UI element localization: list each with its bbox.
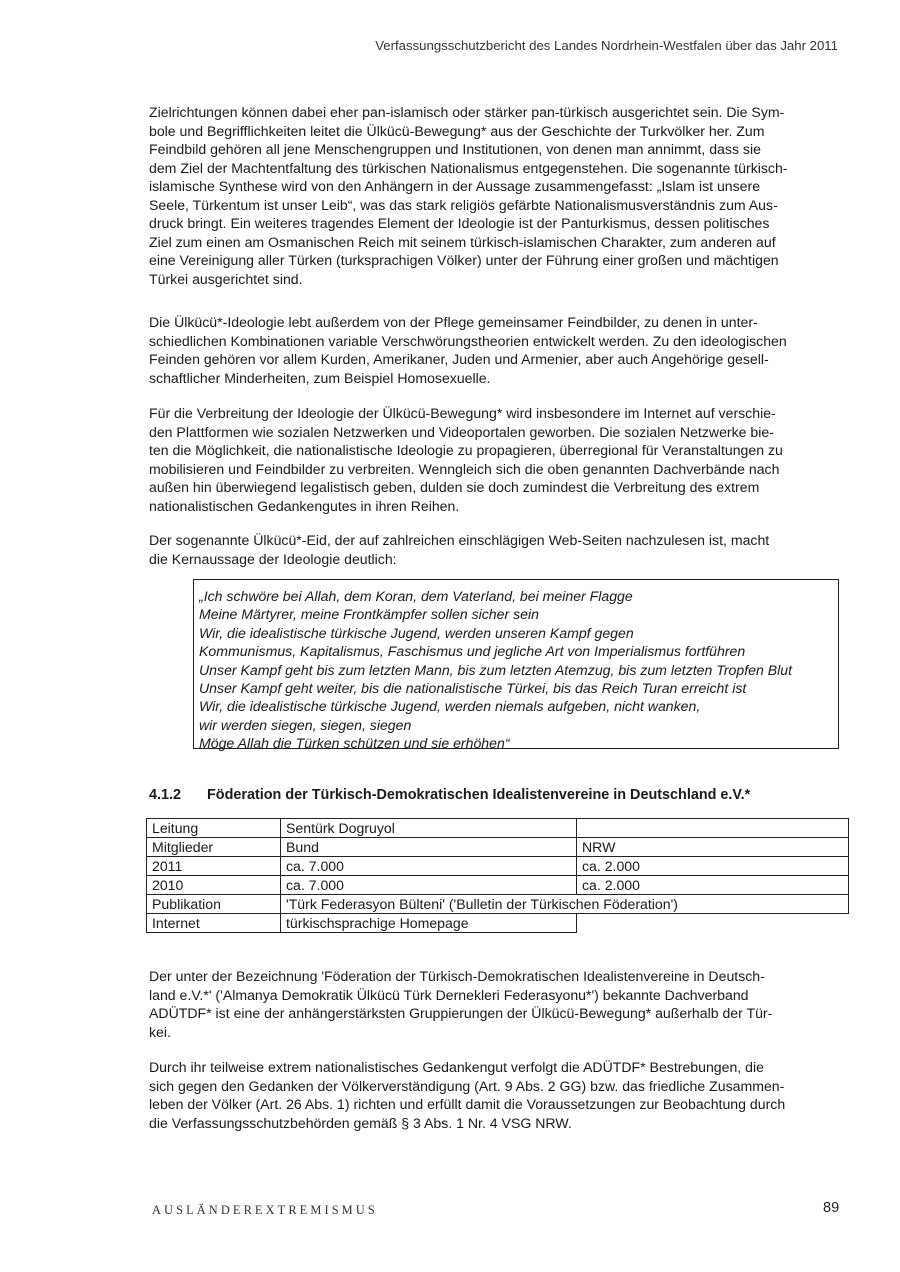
text-line: Der sogenannte Ülkücü*-Eid, der auf zahlreichen einschlägigen Web-Seiten nachzulesen ist, macht <box>149 532 770 548</box>
nrw-value: ca. 2.000 <box>577 876 849 895</box>
empty-cell <box>577 914 849 933</box>
table-row <box>147 838 849 857</box>
quote-line: Unser Kampf geht bis zum letzten Mann, bis zum letzten Atemzug, bis zum letzten Tropfen Blut <box>199 661 792 678</box>
text-line: Türkei ausgerichtet sind. <box>149 270 303 287</box>
paragraph-internet <box>149 404 839 515</box>
text-line: land e.V.*' ('Almanya Demokratik Ülkücü Türk Dernekleri Federasyonu*') bekannte Dachverband <box>149 986 749 1003</box>
text-line: dem Ziel der Machtentfaltung des türkischen Nationalismus entgegenstehen. Die sogenannte türkisch- <box>149 159 788 176</box>
row-label: Internet <box>147 914 281 933</box>
text-line: Seele, Türkentum ist unser Leib“, was das stark religiös gefärbte Nationalismusverständnis zum Aus- <box>149 196 778 213</box>
section-number: 4.1.2 <box>149 787 182 803</box>
page-number: 89 <box>823 1200 840 1216</box>
footer-section-label: AUSLÄNDEREXTREMISMUS <box>152 1203 378 1217</box>
nrw-value: ca. 2.000 <box>577 857 849 876</box>
publikation-value: 'Türk Federasyon Bülteni' ('Bulletin der Türkischen Föderation') <box>281 895 849 914</box>
bund-value: ca. 7.000 <box>281 857 577 876</box>
text-line: Durch ihr teilweise extrem nationalistisches Gedankengut verfolgt die ADÜTDF* Bestrebungen, die <box>149 1059 764 1075</box>
text-line: die Verfassungsschutzbehörden gemäß § 3 Abs. 1 Nr. 4 VSG NRW. <box>149 1114 572 1131</box>
row-label: 2010 <box>147 876 281 895</box>
table-row <box>147 895 849 914</box>
paragraph-observation <box>149 1058 839 1132</box>
quote-line: Wir, die idealistische türkische Jugend, werden niemals aufgeben, nicht wanken, <box>199 698 701 715</box>
oath-quote-box <box>193 579 839 752</box>
row-label: Leitung <box>147 819 281 838</box>
paragraph-oath-intro <box>149 531 839 568</box>
row-label: 2011 <box>147 857 281 876</box>
section-title: Föderation der Türkisch-Demokratischen Idealistenvereine in Deutschland e.V.* <box>207 787 751 803</box>
row-label: Publikation <box>147 895 281 914</box>
quote-line: Wir, die idealistische türkische Jugend, werden unseren Kampf gegen <box>199 624 634 641</box>
text-line: bole und Begrifflichkeiten leitet die Ülkücü-Bewegung* aus der Geschichte der Turkvölker her. Zum <box>149 122 765 139</box>
text-line: Feindbild gehören all jene Menschengruppen und Institutionen, von denen man annimmt, dass sie <box>149 141 761 157</box>
internet-value: türkischsprachige Homepage <box>281 914 577 933</box>
text-line: kei. <box>149 1023 171 1040</box>
section-heading <box>149 787 750 803</box>
table-row <box>147 857 849 876</box>
text-line: Die Ülkücü*-Ideologie lebt außerdem von der Pflege gemeinsamer Feindbilder, zu denen in unter- <box>149 314 758 330</box>
text-line: leben der Völker (Art. 26 Abs. 1) richten und erfüllt damit die Voraussetzungen zur Beobachtung durch <box>149 1096 786 1112</box>
column-label-bund: Bund <box>281 838 577 857</box>
empty-cell <box>577 819 849 838</box>
text-line: druck bringt. Ein weiteres tragendes Element der Ideologie ist der Panturkismus, dessen politisches <box>149 215 770 231</box>
text-line: sich gegen den Gedanken der Völkerverständigung (Art. 9 Abs. 2 GG) bzw. das friedliche Zusammen- <box>149 1077 785 1094</box>
text-line: Der unter der Bezeichnung 'Föderation der Türkisch-Demokratischen Idealistenvereine in Deutsch- <box>149 968 765 984</box>
table-row <box>147 914 849 933</box>
text-line: mobilisieren und Feindbilder zu verbreiten. Wenngleich sich die oben genannten Dachverbände nach <box>149 460 780 477</box>
quote-line: „Ich schwöre bei Allah, dem Koran, dem Vaterland, bei meiner Flagge <box>199 588 633 604</box>
text-line: schaftlicher Minderheiten, zum Beispiel Homosexuelle. <box>149 369 491 386</box>
text-line: den Plattformen wie sozialen Netzwerken und Videoportalen geworben. Die sozialen Netzwerke bie- <box>149 423 774 440</box>
text-line: eine Vereinigung aller Türken (turksprachigen Völker) unter der Führung einer großen und mächtigen <box>149 252 779 268</box>
row-label: Mitglieder <box>147 838 281 857</box>
text-line: nationalistischen Gedankengutes in ihren Reihen. <box>149 497 460 514</box>
text-line: ADÜTDF* ist eine der anhängerstärksten Gruppierungen der Ülkücü-Bewegung* außerhalb der Tür- <box>149 1005 773 1021</box>
text-line: die Kernaussage der Ideologie deutlich: <box>149 550 397 567</box>
text-line: Zielrichtungen können dabei eher pan-islamisch oder stärker pan-türkisch ausgerichtet sein. Die Sym- <box>149 104 785 120</box>
table-row <box>147 819 849 838</box>
text-line: islamische Synthese wird von den Anhängern in der Aussage zusammengefasst: „Islam ist unsere <box>149 178 761 194</box>
table-row <box>147 876 849 895</box>
quote-line: Möge Allah die Türken schützen und sie erhöhen“ <box>199 735 510 752</box>
text-line: schiedlichen Kombinationen variable Verschwörungstheorien entwickelt werden. Zu den ideologischen <box>149 332 787 349</box>
organization-info-table <box>146 818 849 933</box>
paragraph-adutdf <box>149 967 839 1041</box>
text-line: Ziel zum einen am Osmanischen Reich mit seinem türkisch-islamischen Charakter, zum anderen auf <box>149 233 776 250</box>
bund-value: ca. 7.000 <box>281 876 577 895</box>
text-line: Für die Verbreitung der Ideologie der Ülkücü-Bewegung* wird insbesondere im Internet auf verschie- <box>149 405 776 421</box>
text-line: außen hin überwiegend legalistisch geben, dulden sie doch zumindest die Verbreitung des extrem <box>149 479 760 495</box>
running-header: Verfassungsschutzbericht des Landes Nordrhein-Westfalen über das Jahr 2011 <box>375 38 838 53</box>
quote-line: Unser Kampf geht weiter, bis die nationalistische Türkei, bis das Reich Turan erreicht ist <box>199 680 747 697</box>
paragraph-symbolism <box>149 103 839 288</box>
column-label-nrw: NRW <box>577 838 849 857</box>
paragraph-enemies <box>149 313 839 387</box>
leitung-value: Sentürk Dogruyol <box>281 819 577 838</box>
quote-line: Kommunismus, Kapitalismus, Faschismus und jegliche Art von Imperialismus fortführen <box>199 643 746 660</box>
text-line: ten die Möglichkeit, die nationalistische Ideologie zu propagieren, überregional für Veranstaltungen zu <box>149 442 783 458</box>
quote-line: wir werden siegen, siegen, siegen <box>199 716 412 733</box>
text-line: Feinden gehören vor allem Kurden, Amerikaner, Juden und Armenier, aber auch Angehörige gesell- <box>149 351 769 367</box>
quote-line: Meine Märtyrer, meine Frontkämpfer sollen sicher sein <box>199 606 539 623</box>
